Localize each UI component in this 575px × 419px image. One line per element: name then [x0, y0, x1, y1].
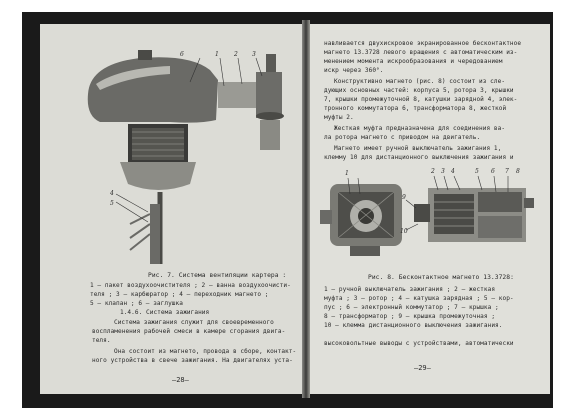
paragraph-line: менением момента искрообразования и чередованием [324, 58, 503, 65]
figure-caption-line: пус ; 6 – электронный коммутатор ; 7 – крышка ; [324, 304, 499, 311]
paragraph-line: Жесткая муфта предназначена для соединения ва- [334, 125, 506, 132]
figure-caption-line: 1 – ручной выключатель зажигания ; 2 – жесткая [324, 286, 496, 293]
callout-6: 6 [491, 168, 495, 175]
paragraph-line: Она состоит из магнето, провода в сборе, контакт- [114, 348, 297, 355]
callout-7: 7 [505, 168, 509, 175]
paragraph-line: Конструктивно магнето (рис. 8) состоит из сле- [334, 78, 506, 85]
callout-2: 2 [234, 51, 238, 58]
paragraph-line: искр через 360°. [324, 67, 384, 74]
callout-4: 4 [451, 168, 455, 175]
paragraph-line: тронного коммутатора 6, трансформатора 8, жесткой [324, 105, 507, 112]
callout-5: 5 [110, 200, 114, 207]
figure-caption-line: 5 – клапан ; 6 – заглушка [90, 300, 183, 307]
paragraph-line: клемму 10 для дистанционного выключения зажигания и [324, 154, 514, 161]
paragraph-line: ного устройства в свече зажигания. На двигателях уста- [92, 357, 293, 364]
crankcase-ventilation-figure [40, 24, 302, 274]
figure-caption-line: 10 – клемма дистанционного выключения зажигания. [324, 322, 503, 329]
left-page [40, 24, 302, 394]
callout-9: 9 [402, 194, 406, 201]
paragraph-line: Система зажигания служит для своевременного [114, 319, 274, 326]
callout-10: 10 [400, 228, 408, 235]
callout-6: 6 [180, 51, 184, 58]
figure-caption-title: Рис. 7. Система вентиляции картера : [148, 272, 287, 279]
paragraph-line: ла ротора магнето с приводом на двигатель. [324, 134, 481, 141]
section-heading: 1.4.6. Система зажигания [120, 309, 210, 316]
figure-caption-line: теля ; 3 – карбюратор ; 4 – переходник магнето ; [90, 291, 269, 298]
book-gutter [302, 20, 310, 398]
callout-2: 2 [431, 168, 435, 175]
right-page [310, 24, 550, 394]
paragraph-line: навливается двухискровое экранированное бесконтактное [324, 40, 522, 47]
callout-1: 1 [215, 51, 219, 58]
callout-8: 8 [516, 168, 520, 175]
callout-3: 3 [441, 168, 445, 175]
callout-5: 5 [475, 168, 479, 175]
callout-4: 4 [110, 190, 114, 197]
paragraph-line: муфты 2. [324, 114, 354, 121]
page-number: –28– [172, 376, 189, 384]
callout-1: 1 [345, 170, 349, 177]
paragraph-line: дующих основных частей: корпуса 5, ротора 3, крышки [324, 87, 514, 94]
paragraph-line: магнето 13.3728 левого вращения с автоматическим из- [324, 49, 518, 56]
paragraph-line: 7, крышки промежуточной 8, катушки зарядной 4, элек- [324, 96, 518, 103]
figure-caption-line: муфта ; 3 – ротор ; 4 – катушка зарядная ; 5 – кор- [324, 295, 514, 302]
page-number: –29– [414, 364, 431, 372]
figure-caption-line: 1 – пакет воздухоочистителя ; 2 – ванна воздухоочисти- [90, 282, 291, 289]
paragraph-line: воспламенения рабочей смеси в камере сгорания двига- [92, 328, 286, 335]
figure-caption-line: 8 – трансформатор ; 9 – крышка промежуточная ; [324, 313, 496, 320]
paragraph-line: Магнето имеет ручной выключатель зажигания 1, [334, 145, 502, 152]
magneto-figure [310, 24, 550, 284]
paragraph-line: теля. [92, 337, 111, 344]
figure-caption-title: Рис. 8. Бесконтактное магнето 13.3728: [368, 274, 514, 281]
callout-3: 3 [252, 51, 256, 58]
paragraph-line: высоковольтные выводы с устройствами, автоматически [324, 340, 514, 347]
